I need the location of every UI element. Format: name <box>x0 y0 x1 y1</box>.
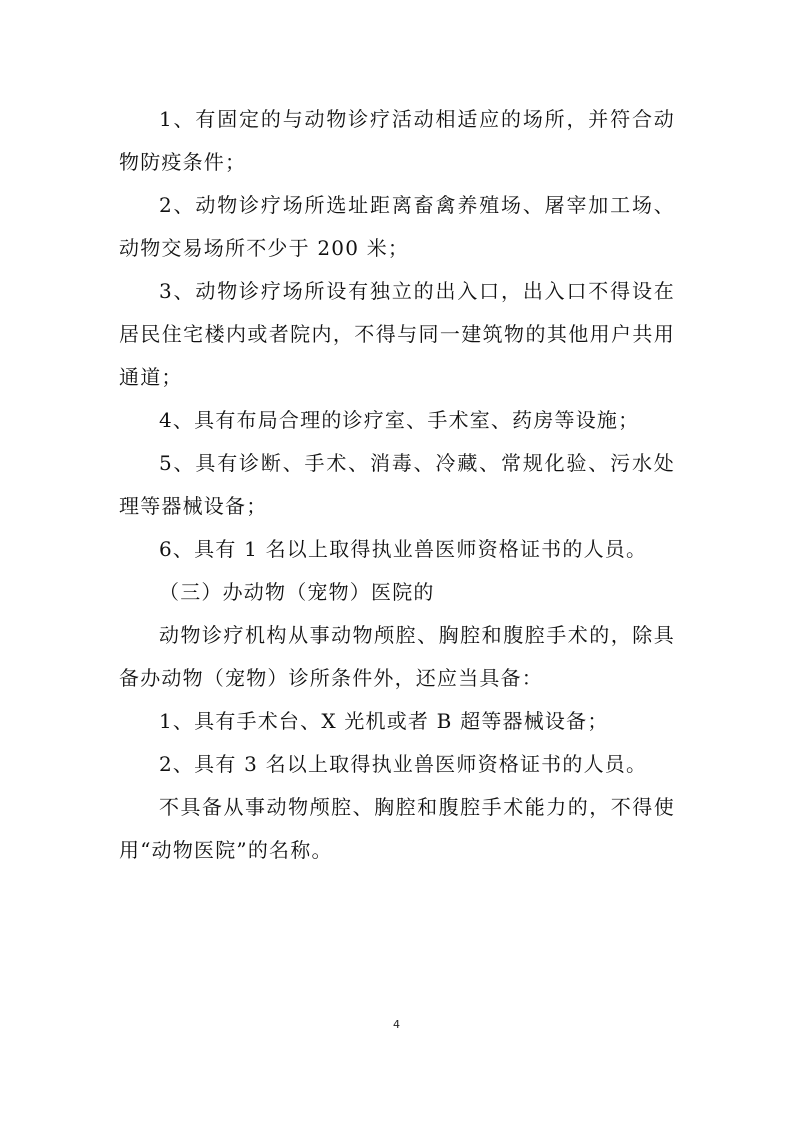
page-number: 4 <box>393 1018 400 1031</box>
paragraph-hospital-intro: 动物诊疗机构从事动物颅腔、胸腔和腹腔手术的，除具备办动物（宠物）诊所条件外，还应当具备： <box>119 623 675 690</box>
paragraph-requirement-entrance: 3、动物诊疗场所设有独立的出入口，出入口不得设在居民住宅楼内或者院内，不得与同一建筑物的其他用户共用通道； <box>119 279 675 389</box>
paragraph-requirement-facilities: 4、具有布局合理的诊疗室、手术室、药房等设施； <box>159 408 640 432</box>
paragraph-hospital-equipment: 1、具有手术台、X 光机或者 B 超等器械设备； <box>159 709 609 733</box>
paragraph-hospital-naming: 不具备从事动物颅腔、胸腔和腹腔手术能力的，不得使用“动物医院”的名称。 <box>119 795 675 862</box>
body-text <box>119 98 675 872</box>
paragraph-requirement-equipment: 5、具有诊断、手术、消毒、冷藏、常规化验、污水处理等器械设备； <box>119 451 675 518</box>
paragraph-requirement-staff: 6、具有 1 名以上取得执业兽医师资格证书的人员。 <box>159 537 648 561</box>
paragraph-requirement-premises: 1、有固定的与动物诊疗活动相适应的场所，并符合动物防疫条件； <box>119 107 675 174</box>
paragraph-requirement-distance: 2、动物诊疗场所选址距离畜禽养殖场、屠宰加工场、动物交易场所不少于 200 米； <box>119 193 675 260</box>
section-heading-hospital: （三）办动物（宠物）医院的 <box>159 580 435 604</box>
paragraph-hospital-staff: 2、具有 3 名以上取得执业兽医师资格证书的人员。 <box>159 752 648 776</box>
